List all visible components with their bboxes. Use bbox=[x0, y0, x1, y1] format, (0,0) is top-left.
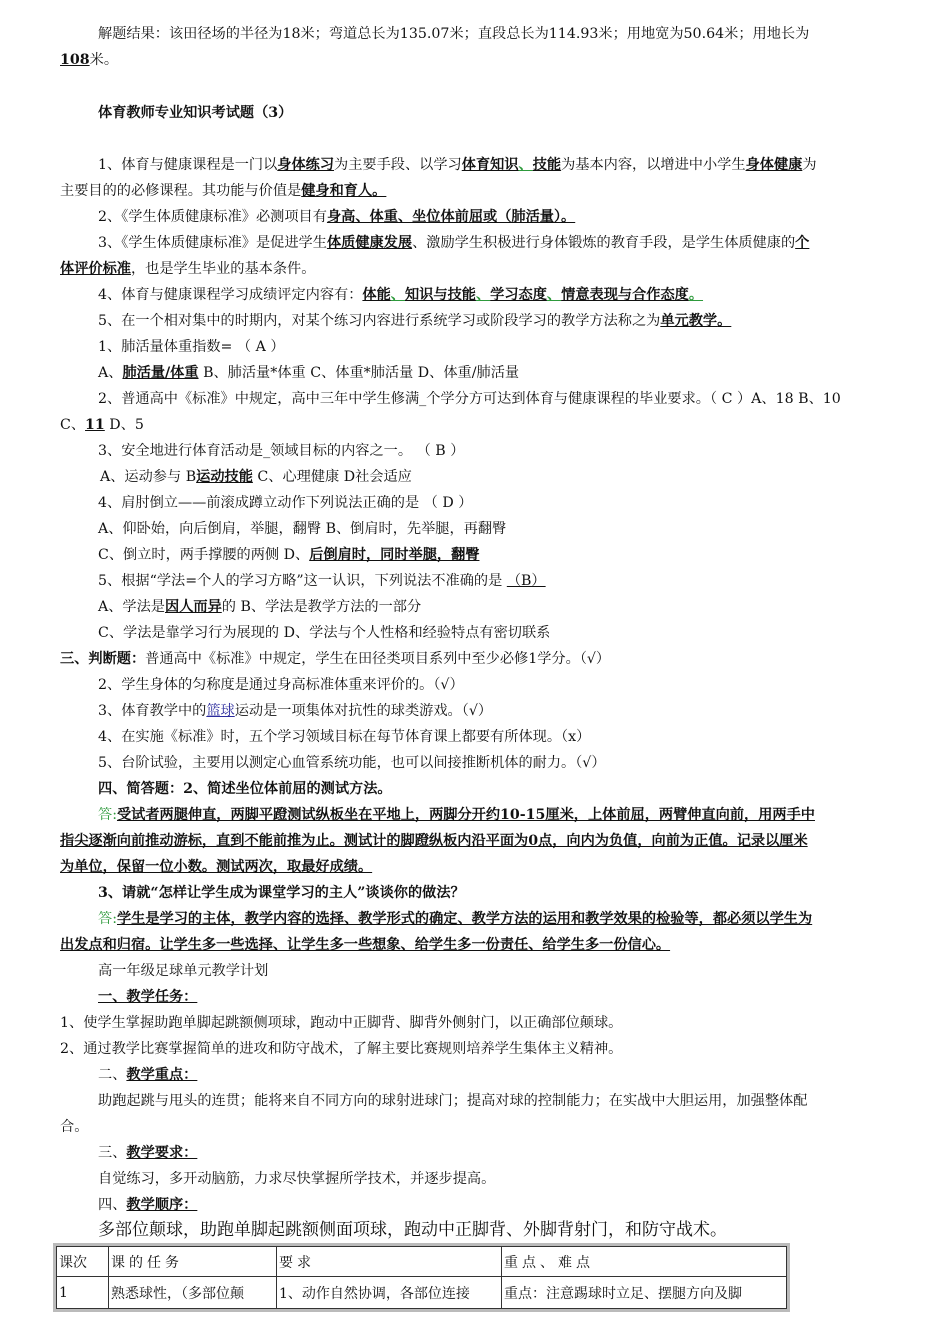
answer-label: 答: bbox=[98, 911, 117, 927]
text-segment: 知识与技能 bbox=[405, 287, 476, 303]
text-segment: 5、在一个相对集中的时期内，对某个练习内容进行系统学习或阶段学习的教学方法称之为 bbox=[98, 313, 661, 329]
short-answer-heading: 四、简答题：2、简述坐位体前屈的测试方法。 bbox=[98, 781, 392, 797]
table-cell: 重点：注意踢球时立足、摆腿方向及脚 bbox=[502, 1277, 787, 1309]
plan-section-1-heading: 一、教学任务： bbox=[98, 989, 198, 1005]
table-cell: 1 bbox=[57, 1277, 109, 1309]
text-segment: 4、体育与健康课程学习成绩评定内容有： bbox=[98, 287, 363, 303]
text-segment: 普通高中《标准》中规定，学生在田径类项目系列中至少必修1学分。（√） bbox=[145, 651, 611, 667]
text-segment: 教学顺序： bbox=[126, 1197, 198, 1213]
table-header-cell: 课次 bbox=[57, 1247, 109, 1277]
result-value: 108 bbox=[60, 52, 90, 68]
judge-q2: 2、学生身体的匀称度是通过身高标准体重来评价的。（√） bbox=[98, 677, 464, 693]
text-segment: 、激励学生积极进行身体锻炼的教育手段，是学生体质健康的 bbox=[412, 235, 796, 251]
text-segment: A、 bbox=[98, 365, 123, 381]
plan-section-1-item-2: 2、通过教学比赛掌握简单的进攻和防守战术，了解主要比赛规则培养学生集体主义精神。 bbox=[60, 1041, 623, 1057]
text-segment: 健身和育人 bbox=[301, 183, 373, 199]
plan-section-2-line-2: 合。 bbox=[60, 1119, 89, 1135]
text-segment: 2、《学生体质健康标准》必测项目有 bbox=[98, 209, 327, 225]
fill-q3-line1 bbox=[98, 233, 809, 253]
text-segment: 肺活量/体重 bbox=[122, 365, 199, 381]
choice-q1-options bbox=[98, 363, 519, 383]
short-answer-3-line2: 出发点和归宿。让学生多一些选择、让学生多一些想象、给学生多一份责任、给学生多一份信心。 bbox=[60, 937, 671, 953]
short-answer-2-line1 bbox=[98, 805, 815, 825]
table-header-cell: 重点、难点 bbox=[502, 1247, 787, 1277]
result-line bbox=[98, 24, 809, 44]
text-segment: 1、体育与健康课程是一门以 bbox=[98, 157, 278, 173]
choice-q5-options-2: C、学法是靠学习行为展现的 D、学法与个人性格和经验特点有密切联系 bbox=[98, 625, 551, 641]
plan-section-4-line: 多部位颠球，助跑单脚起跳额侧面项球，跑动中正脚背、外脚背射门，和防守战术。 bbox=[98, 1220, 727, 1240]
choice-q1: 1、肺活量体重指数= （ A ） bbox=[98, 339, 285, 355]
text-segment: ，也是学生毕业的基本条件。 bbox=[130, 261, 316, 277]
text-segment: 身体练习 bbox=[277, 157, 335, 173]
text-segment: 体能 bbox=[362, 287, 391, 303]
plan-section-3-heading bbox=[98, 1143, 197, 1163]
exam-title: 体育教师专业知识考试题（3） bbox=[98, 105, 293, 121]
text-segment: A、学法是 bbox=[98, 599, 165, 615]
text-segment: C、 bbox=[60, 417, 86, 433]
text-segment: 、 bbox=[518, 157, 533, 173]
text-segment: （B） bbox=[506, 573, 546, 589]
text-segment: 。 bbox=[372, 183, 387, 199]
short-question-3: 3、请就“怎样让学生成为课堂学习的主人”谈谈你的做法？ bbox=[98, 885, 465, 901]
short-answer-2-line3: 为单位，保留一位小数。测试两次，取最好成绩。 bbox=[60, 859, 373, 875]
table-row bbox=[57, 1277, 787, 1309]
text-segment: 为 bbox=[802, 157, 817, 173]
text-segment: 情意表现与合作态度 bbox=[561, 287, 689, 303]
text-segment: 学生是学习的主体，教学内容的选择、教学形式的确定、教学方法的运用和教学效果的检验等，都必须以学生为 bbox=[116, 911, 813, 927]
text-segment: 受试者两腿伸直，两脚平蹬测试纵板坐在平地上，两脚分开约10-15厘米，上体前屈，两臂伸直向前，用两手中 bbox=[116, 807, 815, 823]
text-segment: 四、 bbox=[98, 1197, 127, 1213]
choice-q4: 4、肩肘倒立——前滚成蹲立动作下列说法正确的是 （ D ） bbox=[98, 495, 473, 511]
choice-q4-options-1: A、仰卧始，向后倒肩，举腿，翻臀 B、倒肩时，先举腿，再翻臀 bbox=[98, 521, 507, 537]
text-segment: 、 bbox=[475, 287, 491, 303]
text-segment: 体质健康发展 bbox=[326, 235, 413, 251]
text-segment: 主要目的的必修课程。其功能与价值是 bbox=[60, 183, 302, 199]
text-segment: 技能 bbox=[532, 157, 562, 173]
text-segment: 。 bbox=[688, 287, 704, 303]
text-segment: 学习态度 bbox=[490, 287, 547, 303]
text-segment: D、5 bbox=[104, 417, 144, 433]
text-segment: 、 bbox=[546, 287, 562, 303]
table-header-cell: 课的任务 bbox=[109, 1247, 277, 1277]
choice-q2-line2 bbox=[60, 415, 144, 435]
text-segment: 身高、体重、坐位体前屈或（肺活量）。 bbox=[326, 209, 576, 225]
plan-title: 高一年级足球单元教学计划 bbox=[98, 963, 269, 979]
text-segment: 二、 bbox=[98, 1067, 127, 1083]
text-segment: 后倒肩时，同时举腿，翻臀 bbox=[309, 547, 480, 563]
judge-q1 bbox=[60, 649, 610, 669]
choice-q5-options-1 bbox=[98, 597, 421, 617]
answer-label: 答: bbox=[98, 807, 117, 823]
plan-section-3-line: 自觉练习，多开动脑筋，力求尽快掌握所学技术，并逐步提高。 bbox=[98, 1171, 496, 1187]
text-segment: 。 bbox=[717, 313, 732, 329]
text-segment: 的 B、学法是教学方法的一部分 bbox=[221, 599, 422, 615]
text-segment: 体育知识 bbox=[461, 157, 519, 173]
lessons-table bbox=[56, 1246, 787, 1309]
text-segment: 3、《学生体质健康标准》是促进学生 bbox=[98, 235, 327, 251]
text-segment: 单元教学 bbox=[660, 313, 718, 329]
choice-q4-options-2 bbox=[98, 545, 479, 565]
text-segment: 体评价标准 bbox=[60, 261, 131, 277]
choice-q2-line1: 2、普通高中《标准》中规定，高中三年中学生修满_个学分方可达到体育与健康课程的毕业要求。（ C ）A、18 B、10 bbox=[98, 391, 841, 407]
judge-heading: 三、判断题： bbox=[60, 651, 146, 667]
result-text: 解题结果：该田径场的半径为18米；弯道总长为135.07米；直段总长为114.93米；用地宽为50.64米；用地长为 bbox=[98, 26, 810, 42]
text-segment: C、倒立时，两手撑腰的两侧 D、 bbox=[98, 547, 310, 563]
text-segment: 教学要求： bbox=[126, 1145, 198, 1161]
text-segment: C、心理健康 D社会适应 bbox=[252, 469, 412, 485]
text-segment: 因人而异 bbox=[165, 599, 222, 615]
fill-q3-line2 bbox=[60, 259, 315, 279]
text-segment: B、肺活量*体重 C、体重*肺活量 D、体重/肺活量 bbox=[198, 365, 520, 381]
text-segment: 11 bbox=[85, 417, 105, 433]
fill-q1-line2 bbox=[60, 181, 386, 201]
table-cell: 熟悉球性，（多部位颠 bbox=[109, 1277, 277, 1309]
choice-q5 bbox=[98, 571, 546, 591]
text-segment: 教学重点： bbox=[126, 1067, 198, 1083]
text-segment: 身体健康 bbox=[745, 157, 803, 173]
result-line-2 bbox=[60, 50, 118, 70]
choice-q3-options bbox=[100, 467, 412, 487]
text-segment: 5、根据“学法=个人的学习方略”这一认识，下列说法不准确的是 bbox=[98, 573, 507, 589]
table-cell: 1、动作自然协调，各部位连接 bbox=[277, 1277, 502, 1309]
fill-q2 bbox=[98, 207, 575, 227]
plan-section-2-line-1: 助跑起跳与甩头的连贯；能将来自不同方向的球射进球门；提高对球的控制能力；在实战中大胆运用，加强整体配 bbox=[98, 1093, 808, 1109]
choice-q3: 3、安全地进行体育活动是_领域目标的内容之一。 （ B ） bbox=[98, 443, 465, 459]
fill-q1-line1 bbox=[98, 155, 817, 175]
plan-section-1-item-1: 1、使学生掌握助跑单脚起跳额侧项球，跑动中正脚背、脚背外侧射门，以正确部位颠球。 bbox=[60, 1015, 623, 1031]
table-header-row bbox=[57, 1247, 787, 1277]
judge-q5: 5、台阶试验，主要用以测定心血管系统功能，也可以间接推断机体的耐力。（√） bbox=[98, 755, 606, 771]
fill-q4 bbox=[98, 285, 703, 305]
basketball-link[interactable]: 篮球 bbox=[206, 703, 235, 719]
text-segment: 、 bbox=[390, 287, 405, 303]
text-segment: 运动是一项集体对抗性的球类游戏。（√） bbox=[234, 703, 493, 719]
text-segment: 运动技能 bbox=[196, 469, 253, 485]
text-segment: 为主要手段、以学习 bbox=[334, 157, 462, 173]
text-segment: 3、体育教学中的 bbox=[98, 703, 207, 719]
table-header-cell: 要求 bbox=[277, 1247, 502, 1277]
fill-q5 bbox=[98, 311, 731, 331]
judge-q4: 4、在实施《标准》时，五个学习领域目标在每节体育课上都要有所体现。（x） bbox=[98, 729, 591, 745]
judge-q3 bbox=[98, 701, 492, 721]
text-segment: A、运动参与 B bbox=[100, 469, 197, 485]
text-segment: 三、 bbox=[98, 1145, 127, 1161]
text-segment: 个 bbox=[795, 235, 810, 251]
short-answer-3-line1 bbox=[98, 909, 812, 929]
text-segment: 为基本内容，以增进中小学生 bbox=[561, 157, 746, 173]
plan-section-2-heading bbox=[98, 1065, 197, 1085]
result-unit: 米。 bbox=[89, 52, 119, 68]
short-answer-2-line2: 指尖逐渐向前推动游标，直到不能前推为止。测试计的脚蹬纵板内沿平面为0点，向内为负值，向前为正值。记录以厘米 bbox=[60, 833, 808, 849]
plan-section-4-heading bbox=[98, 1195, 197, 1215]
